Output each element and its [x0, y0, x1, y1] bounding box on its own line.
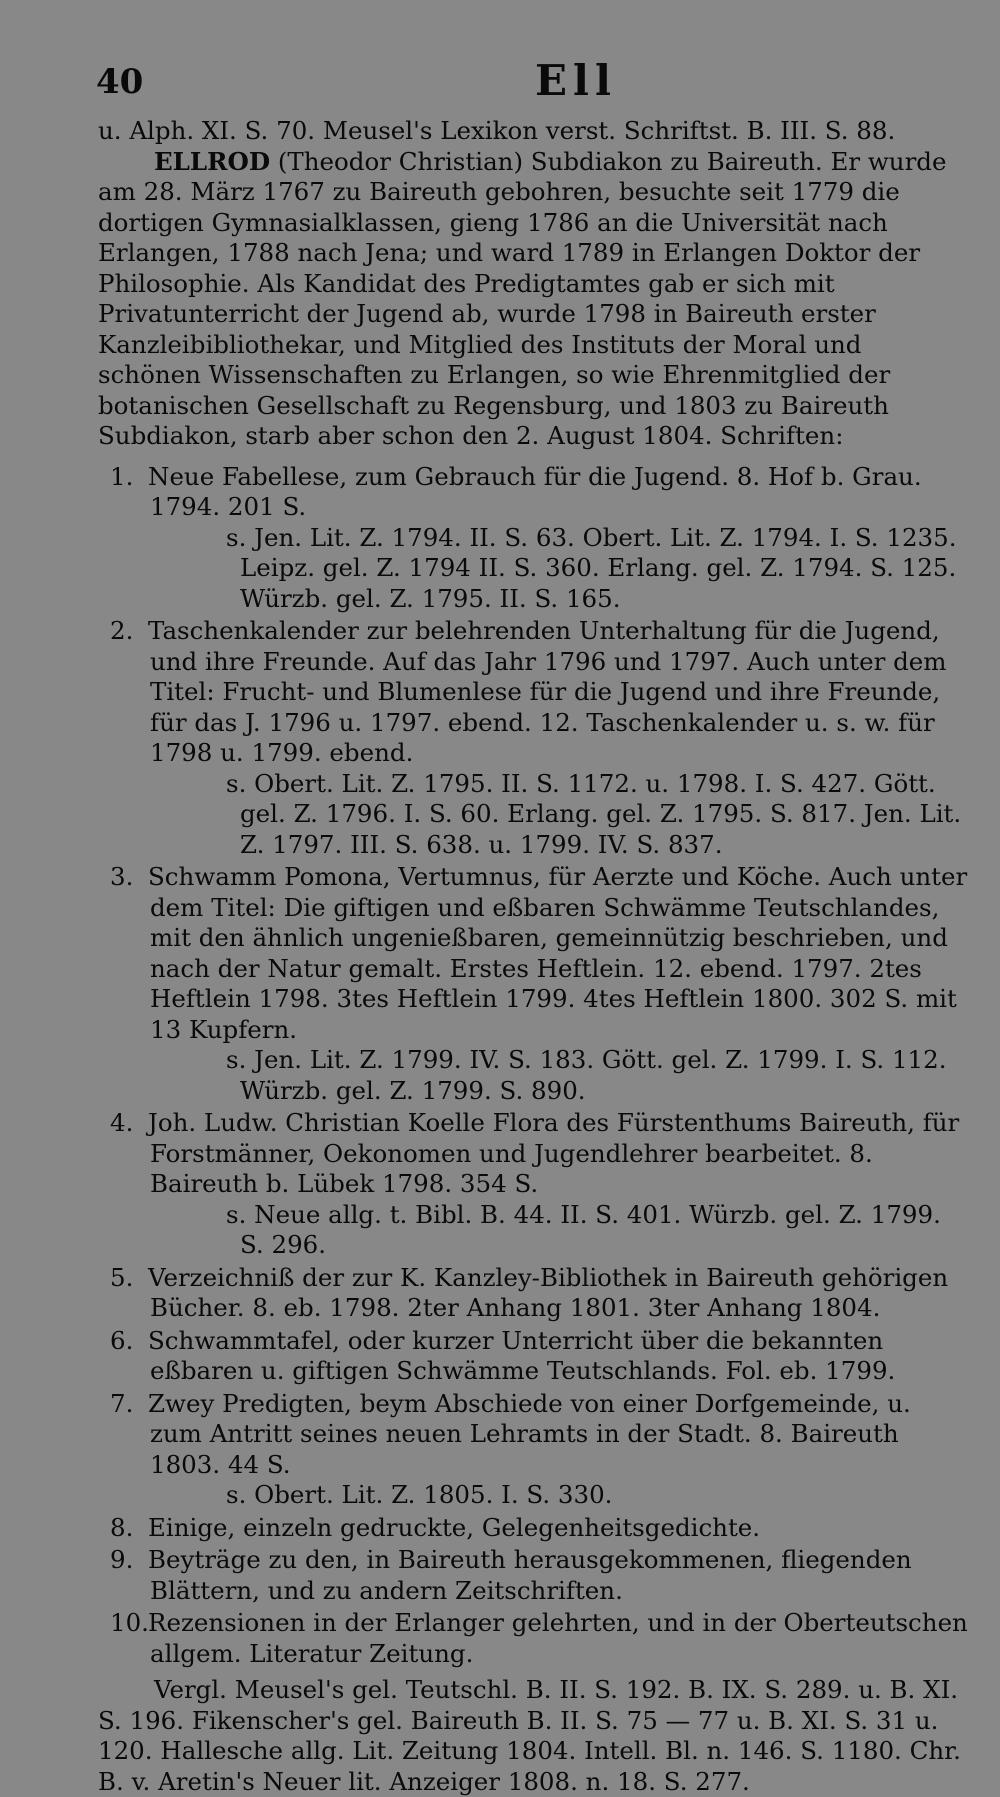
page-header: [96, 56, 966, 110]
work-text: Schwamm Pomona, Vertumnus, für Aerzte und Köche. Auch unter dem Titel: Die giftigen und eßbaren Schwämme Teutschlandes, mit den ähnlich ungenießbaren, gemeinnützig beschrieben, und nach der Natur gemalt. Erstes Heftlein. 12. ebend. 1797. 2tes Heftlein 1798. 3tes Heftlein 1799. 4tes Heftlein 1800. 302 S. mit 13 Kupfern.: [148, 862, 968, 1044]
work-text: Taschenkalender zur belehrenden Unterhaltung für die Jugend, und ihre Freunde. Auf das Jahr 1796 und 1797. Auch unter dem Titel: Frucht- und Blumenlese für die Jugend und ihre Freunde, für das J. 1796 u. 1797. ebend. 12. Taschenkalender u. s. w. für 1798 u. 1799. ebend.: [148, 616, 947, 767]
work-number: 7.: [110, 1388, 134, 1418]
work-number: 5.: [110, 1262, 134, 1292]
work-reviews: s. Jen. Lit. Z. 1794. II. S. 63. Obert. Lit. Z. 1794. I. S. 1235. Leipz. gel. Z. 1794 II. S. 360. Erlang. gel. Z. 1794. S. 125. Würzb. gel. Z. 1795. II. S. 165.: [226, 522, 957, 613]
work-item: [98, 1108, 968, 1261]
work-reviews: s. Neue allg. t. Bibl. B. 44. II. S. 401. Würzb. gel. Z. 1799. S. 296.: [226, 1199, 941, 1259]
work-item: [98, 862, 968, 1106]
references: Vergl. Meusel's gel. Teutschl. B. II. S. 192. B. IX. S. 289. u. B. XI. S. 196. Fikenscher's gel. Baireuth B. II. S. 75 — 77 u. B. XI. S. 31 u. 120. Hallesche allg. Lit. Zeitung 1804. Intell. Bl. n. 146. S. 1180. Chr. B. v. Aretin's Neuer lit. Anzeiger 1808. n. 18. S. 277.: [98, 1675, 961, 1796]
works-list: [98, 462, 968, 1670]
work-text: Rezensionen in der Erlanger gelehrten, und in der Oberteutschen allgem. Literatur Zeitung.: [148, 1608, 968, 1668]
intro-line: u. Alph. XI. S. 70. Meusel's Lexikon verst. Schriftst. B. III. S. 88.: [98, 116, 896, 145]
work-text: Joh. Ludw. Christian Koelle Flora des Fürstenthums Baireuth, für Forstmänner, Oekonomen und Jugendlehrer bearbeitet. 8. Baireuth b. Lübek 1798. 354 S.: [148, 1108, 960, 1198]
work-text: Beyträge zu den, in Baireuth herausgekommenen, fliegenden Blättern, und zu andern Zeitschriften.: [148, 1545, 912, 1605]
page-number: 40: [96, 62, 144, 102]
work-number: 3.: [110, 862, 134, 891]
work-item: [98, 1608, 968, 1669]
work-item: [98, 462, 968, 615]
work-item: [98, 1513, 968, 1544]
work-number: 9.: [110, 1545, 134, 1574]
work-reviews: s. Obert. Lit. Z. 1795. II. S. 1172. u. 1798. I. S. 427. Gött. gel. Z. 1796. I. S. 60. Erlang. gel. Z. 1795. S. 817. Jen. Lit. Z. 1797. III. S. 638. u. 1799. IV. S. 837.: [226, 768, 962, 859]
work-item: [98, 1263, 968, 1324]
work-number: 10.: [110, 1608, 149, 1637]
work-item: [98, 1326, 968, 1387]
entry-heading: [98, 147, 968, 452]
work-reviews: s. Obert. Lit. Z. 1805. I. S. 330.: [226, 1480, 613, 1509]
page-body: [98, 116, 968, 1797]
running-head: Ell: [535, 56, 617, 105]
entry-names-rest: (Theodor Christian) Subdiakon zu Baireuth.: [277, 146, 823, 176]
work-text: Neue Fabellese, zum Gebrauch für die Jugend. 8. Hof b. Grau. 1794. 201 S.: [148, 461, 922, 521]
work-text: Zwey Predigten, beym Abschiede von einer Dorfgemeinde, u. zum Antritt seines neuen Lehramts in der Stadt. 8. Baireuth 1803. 44 S.: [148, 1388, 911, 1479]
entry-name: ELLROD: [154, 146, 271, 176]
work-number: 8.: [110, 1512, 134, 1542]
work-number: 1.: [110, 461, 134, 491]
work-item: [98, 616, 968, 860]
work-text: Verzeichniß der zur K. Kanzley-Bibliothek in Baireuth gehörigen Bücher. 8. eb. 1798. 2ter Anhang 1801. 3ter Anhang 1804.: [148, 1262, 949, 1322]
work-number: 6.: [110, 1325, 134, 1355]
entry-biography: Er wurde am 28. März 1767 zu Baireuth gebohren, besuchte seit 1779 die dortigen Gymnasialklassen, gieng 1786 an die Universität nach Erlangen, 1788 nach Jena; und ward 1789 in Erlangen Doktor der Philosophie. Als Kandidat des Predigtamtes gab er sich mit Privatunterricht der Jugend ab, wurde 1798 in Baireuth erster Kanzleibibliothekar, und Mitglied des Instituts der Moral und schönen Wissenschaften zu Erlangen, so wie Ehrenmitglied der botanischen Gesellschaft zu Regensburg, und 1803 zu Baireuth Subdiakon, starb aber schon den 2. August 1804. Schriften:: [98, 146, 947, 450]
work-reviews: s. Jen. Lit. Z. 1799. IV. S. 183. Gött. gel. Z. 1799. I. S. 112. Würzb. gel. Z. 1799. S. 890.: [226, 1045, 947, 1105]
work-number: 2.: [110, 616, 134, 645]
work-item: [98, 1389, 968, 1511]
work-item: [98, 1545, 968, 1606]
work-text: Einige, einzeln gedruckte, Gelegenheitsgedichte.: [148, 1512, 761, 1542]
work-number: 4.: [110, 1108, 134, 1137]
work-text: Schwammtafel, oder kurzer Unterricht über die bekannten eßbaren u. giftigen Schwämme Teutschlands. Fol. eb. 1799.: [148, 1325, 896, 1385]
